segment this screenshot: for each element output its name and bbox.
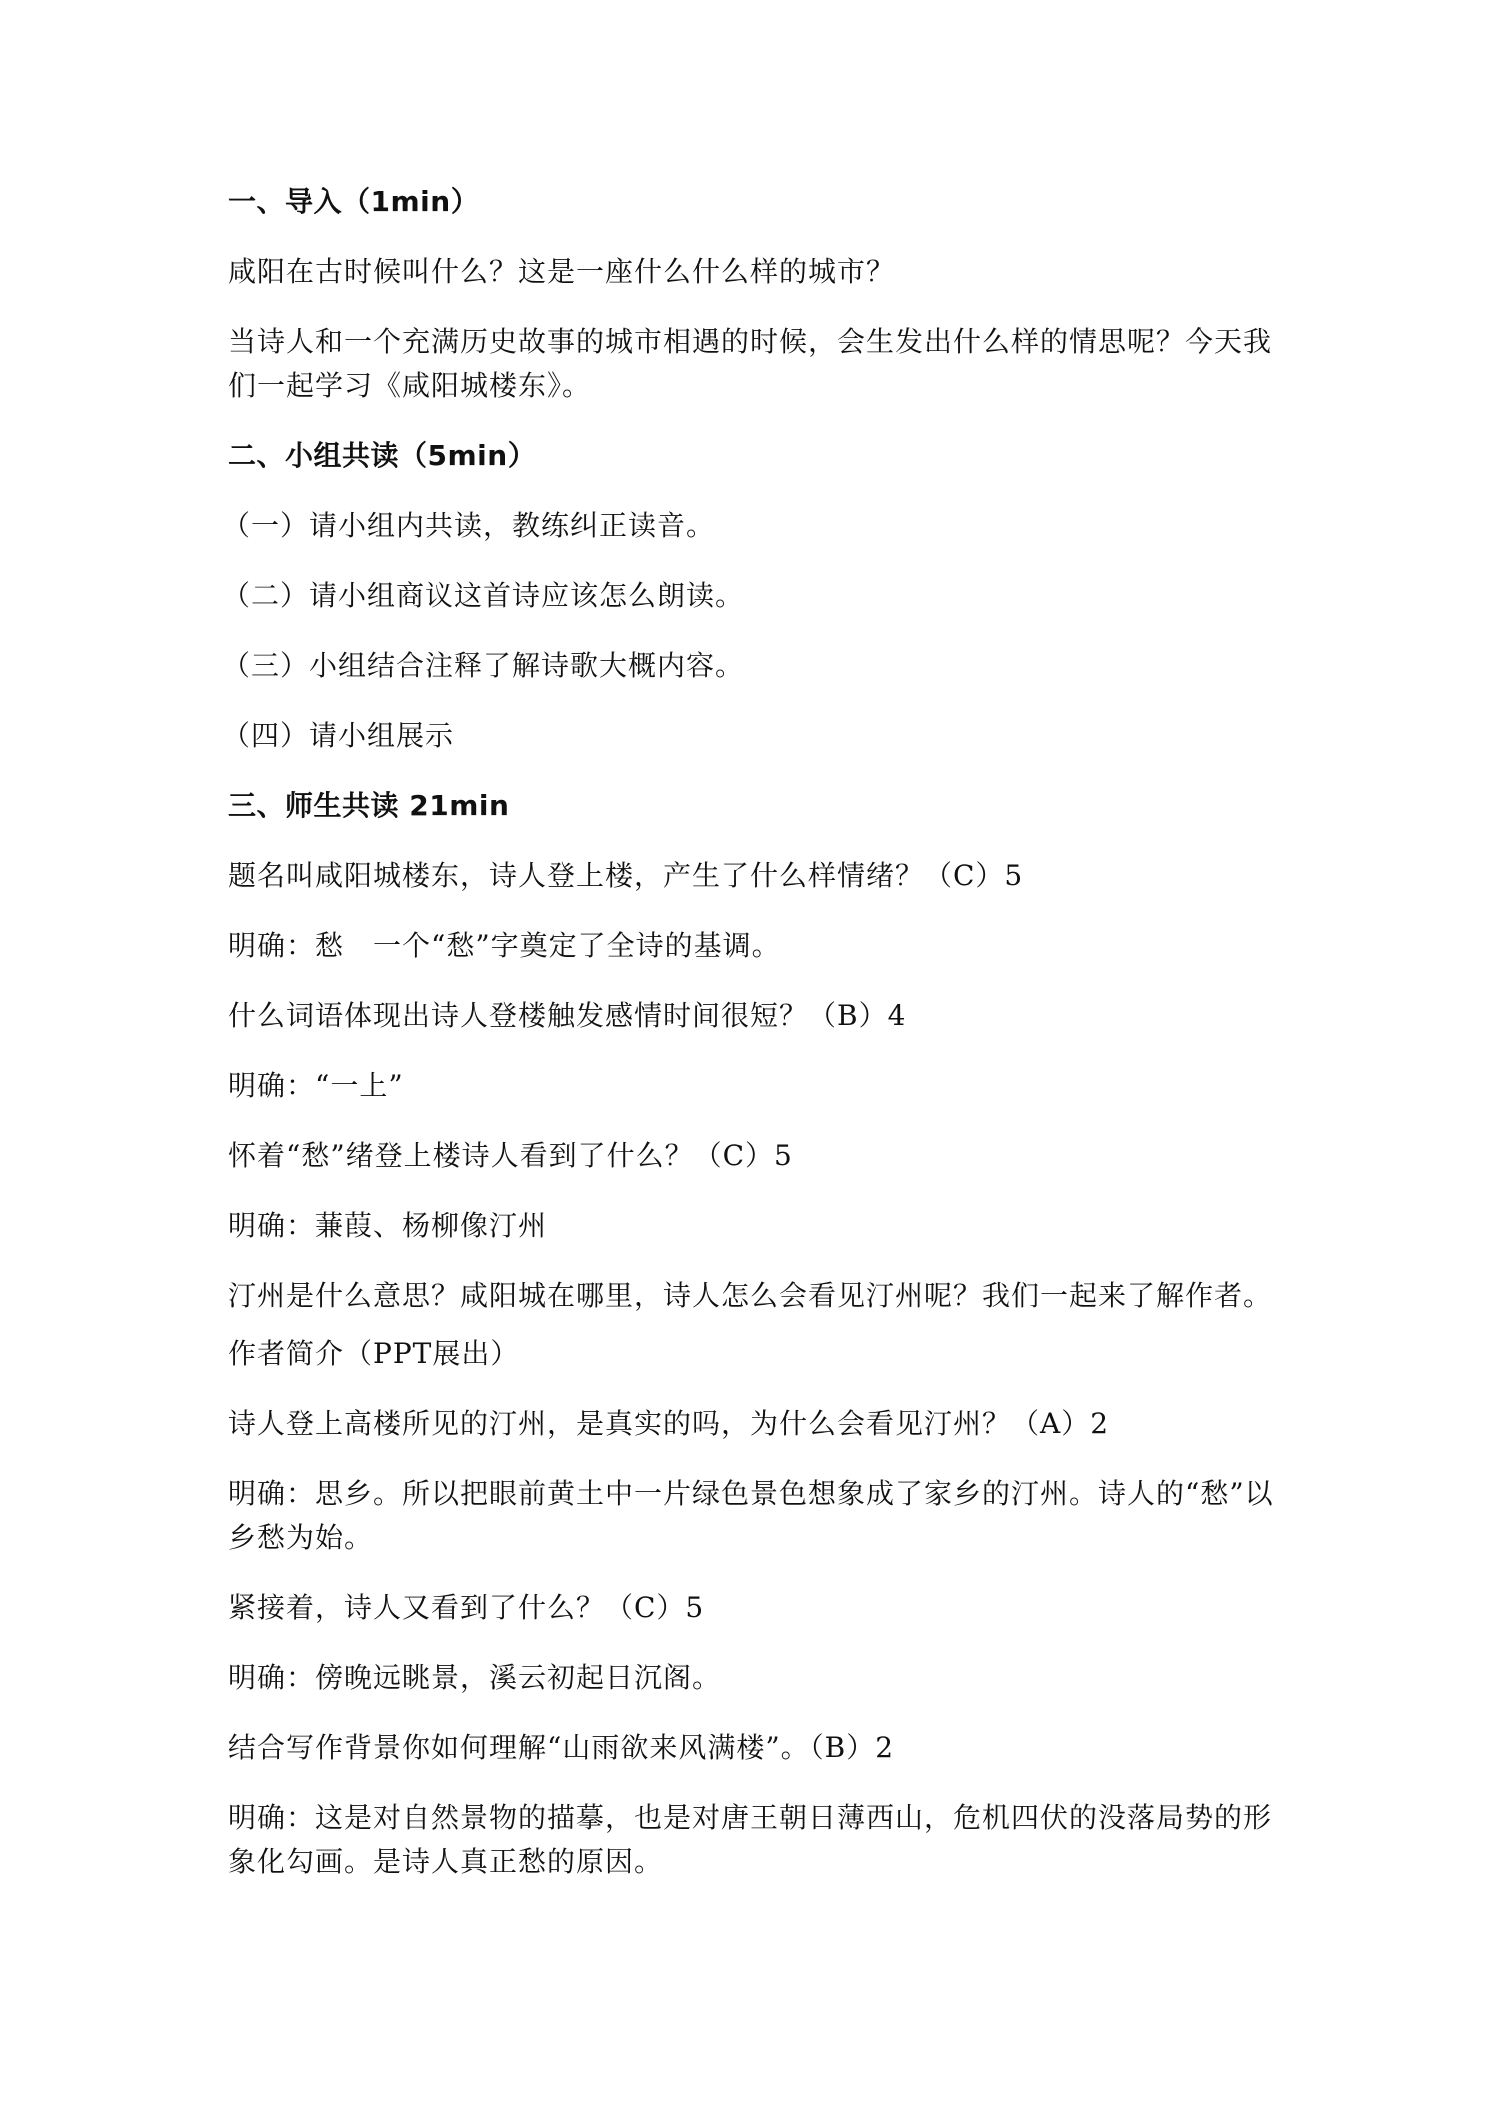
document-content — [222, 180, 1288, 1910]
paragraph: 明确：“一上” — [228, 1069, 404, 1102]
sub-item: （四）请小组展示 — [222, 719, 455, 752]
sub-item: （三）小组结合注释了解诗歌大概内容。 — [222, 649, 745, 682]
section-heading-intro: 一、导入（1min） — [228, 185, 480, 218]
paragraph: 诗人登上高楼所见的汀州，是真实的吗，为什么会看见汀州？（A）2 — [228, 1407, 1110, 1440]
paragraph: 明确：蒹葭、杨柳像汀州 — [228, 1209, 548, 1242]
paragraph: 题名叫咸阳城楼东，诗人登上楼，产生了什么样情绪？（C）5 — [228, 859, 1024, 892]
paragraph: 作者简介（PPT展出） — [228, 1337, 520, 1370]
paragraph: 紧接着，诗人又看到了什么？（C）5 — [228, 1591, 705, 1624]
paragraph: 明确：思乡。所以把眼前黄土中一片绿色景色想象成了家乡的汀州。诗人的“愁”以乡愁为始。 — [228, 1477, 1274, 1554]
section-heading-shared-reading: 三、师生共读 21min — [228, 789, 510, 822]
section-heading-group-reading: 二、小组共读（5min） — [228, 439, 537, 472]
paragraph: 汀州是什么意思？咸阳城在哪里，诗人怎么会看见汀州呢？我们一起来了解作者。 — [228, 1279, 1273, 1312]
sub-item: （一）请小组内共读，教练纠正读音。 — [222, 509, 716, 542]
paragraph: 咸阳在古时候叫什么？这是一座什么什么样的城市？ — [228, 255, 896, 288]
sub-item: （二）请小组商议这首诗应该怎么朗读。 — [222, 579, 745, 612]
paragraph: 结合写作背景你如何理解“山雨欲来风满楼”。（B）2 — [228, 1731, 895, 1764]
paragraph: 明确：这是对自然景物的描摹，也是对唐王朝日薄西山，危机四伏的没落局势的形象化勾画。是诗人真正愁的原因。 — [228, 1801, 1273, 1878]
paragraph: 怀着“愁”绪登上楼诗人看到了什么？（C）5 — [228, 1139, 793, 1172]
paragraph: 明确：傍晚远眺景，溪云初起日沉阁。 — [228, 1661, 722, 1694]
paragraph: 当诗人和一个充满历史故事的城市相遇的时候，会生发出什么样的情思呢？今天我们一起学习《咸阳城楼东》。 — [228, 325, 1273, 402]
paragraph: 明确：愁 一个“愁”字奠定了全诗的基调。 — [228, 929, 781, 962]
paragraph: 什么词语体现出诗人登楼触发感情时间很短？（B）4 — [228, 999, 907, 1032]
